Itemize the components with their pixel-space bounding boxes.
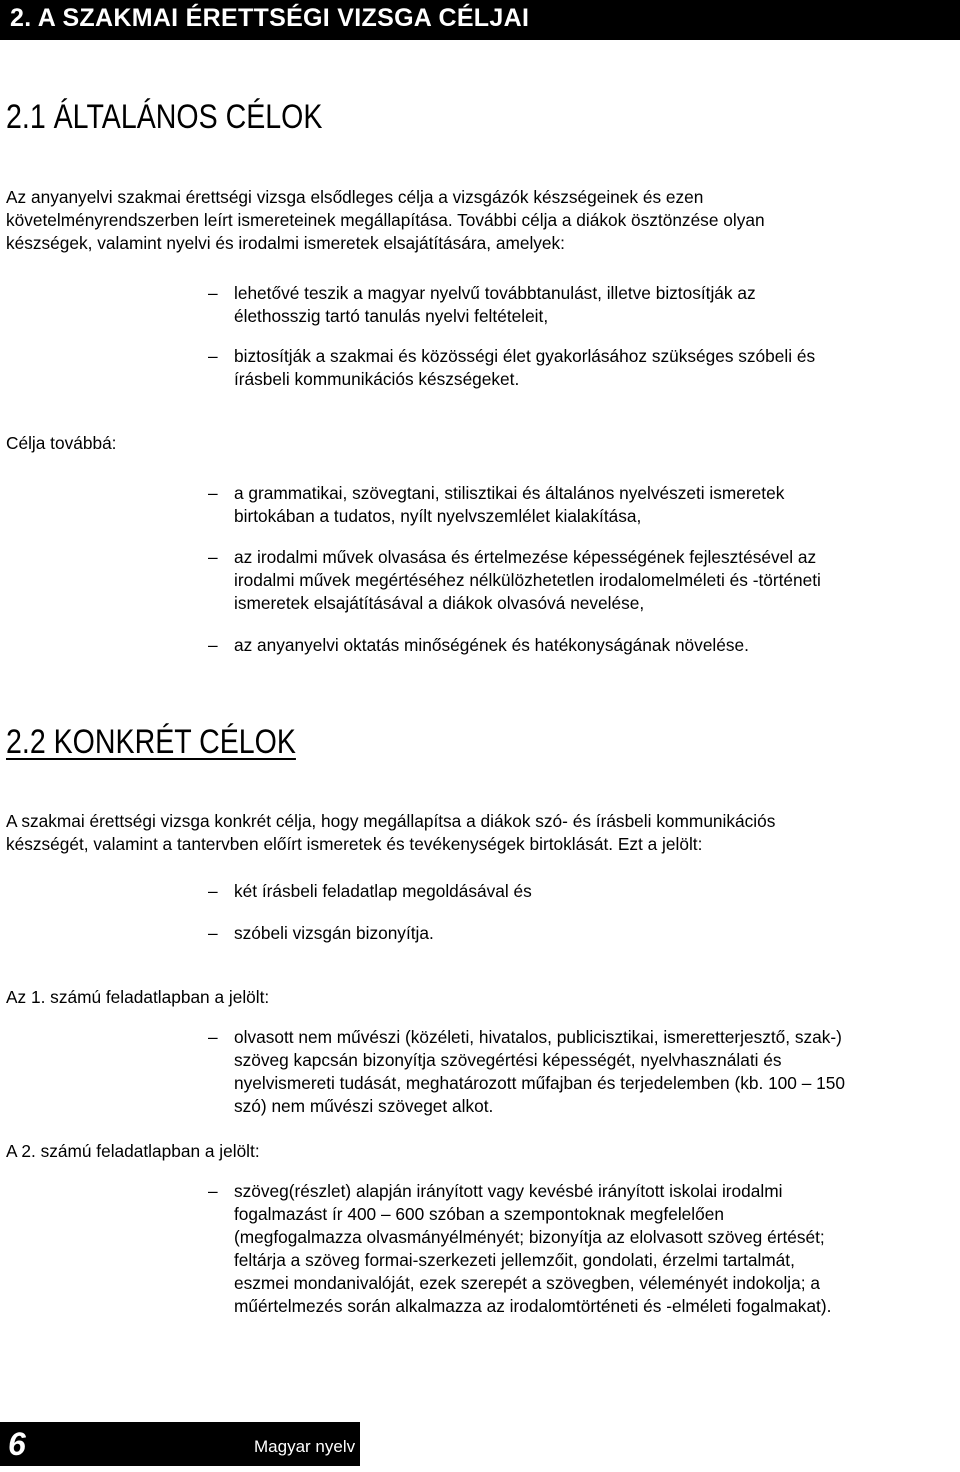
list-item-line: irodalmi művek megértéséhez nélkülözhetetlen irodalomelméleti és -történeti <box>234 570 821 590</box>
intro-line: készségét, valamint a tantervben előírt ismeretek és tevékenységek birtoklását. Ezt a jelölt: <box>6 834 703 854</box>
intro-line: készségek, valamint nyelvi és irodalmi ismeretek elsajátítására, amelyek: <box>6 233 565 253</box>
section-heading-text: 2.2 KONKRÉT CÉLOK <box>6 723 296 761</box>
list-item-line: írásbeli kommunikációs készségeket. <box>234 369 520 389</box>
list-item-line: szóbeli vizsgán bizonyítja. <box>234 923 434 943</box>
dash-bullet: – <box>208 1027 218 1047</box>
list-item-line: birtokában a tudatos, nyílt nyelvszemlélet kialakítása, <box>234 506 642 526</box>
sheet2-label: A 2. számú feladatlapban a jelölt: <box>6 1141 260 1161</box>
list-item-line: az irodalmi művek olvasása és értelmezése képességének fejlesztésével az <box>234 547 817 567</box>
sheet1-label: Az 1. számú feladatlapban a jelölt: <box>6 987 270 1007</box>
list-item-line: az anyanyelvi oktatás minőségének és hatékonyságának növelése. <box>234 635 749 655</box>
list-item-line: feltárja a szöveg formai-szerkezeti jellemzőit, gondolati, érzelmi tartalmát, <box>234 1250 795 1270</box>
list-item-line: biztosítják a szakmai és közösségi élet gyakorlásához szükséges szóbeli és <box>234 346 816 366</box>
list-item-line: lehetővé teszik a magyar nyelvű továbbtanulást, illetve biztosítják az <box>234 283 756 303</box>
dash-bullet: – <box>208 881 218 901</box>
section-heading-concrete-goals <box>6 722 296 762</box>
dash-bullet: – <box>208 346 218 366</box>
page-footer <box>0 1422 360 1466</box>
list-item-line: szöveg(részlet) alapján irányított vagy kevésbé irányított iskolai irodalmi <box>234 1181 783 1201</box>
dash-bullet: – <box>208 547 218 567</box>
list-item-line: két írásbeli feladatlap megoldásával és <box>234 881 532 901</box>
intro-line: A szakmai érettségi vizsga konkrét célja, hogy megállapítsa a diákok szó- és írásbeli kommunikációs <box>6 811 776 831</box>
concrete-goals-intro <box>6 810 954 856</box>
dash-bullet: – <box>208 283 218 303</box>
section-heading-general-goals: 2.1 ÁLTALÁNOS CÉLOK <box>6 98 323 136</box>
dash-bullet: – <box>208 923 218 943</box>
dash-bullet: – <box>208 635 218 655</box>
list-item-line: fogalmazást ír 400 – 600 szóban a szempontoknak megfelelően <box>234 1204 724 1224</box>
general-goals-intro <box>6 186 954 255</box>
list-item-line: (megfogalmazza olvasmányélményét; bizonyítja az elolvasott szöveg értését; <box>234 1227 825 1247</box>
list-item-line: a grammatikai, szövegtani, stilisztikai és általános nyelvészeti ismeretek <box>234 483 785 503</box>
intro-line: követelményrendszerben leírt ismereteinek megállapítása. További célja a diákok ösztönzése olyan <box>6 210 765 230</box>
further-goals-label: Célja továbbá: <box>6 433 117 453</box>
list-item-line: szó) nem művészi szöveget alkot. <box>234 1096 494 1116</box>
page-number: 6 <box>8 1426 26 1462</box>
list-item-line: eszmei mondanivalóját, ezek szerepét a szövegben, véleményét indokolja; a <box>234 1273 820 1293</box>
list-item-line: élethosszig tartó tanulás nyelvi feltételeit, <box>234 306 549 326</box>
list-item-line: olvasott nem művészi (közéleti, hivatalos, publicisztikai, ismeretterjesztő, szak-) <box>234 1027 842 1047</box>
list-item-line: szöveg kapcsán bizonyítja szövegértési képességét, nyelvhasználati és <box>234 1050 782 1070</box>
footer-subject: Magyar nyelv <box>254 1437 356 1456</box>
list-item-line: nyelvismereti tudását, meghatározott műfajban és terjedelemben (kb. 100 – 150 <box>234 1073 845 1093</box>
intro-line: Az anyanyelvi szakmai érettségi vizsga elsődleges célja a vizsgázók készségeinek és ezen <box>6 187 704 207</box>
chapter-title: 2. A SZAKMAI ÉRETTSÉGI VIZSGA CÉLJAI <box>10 4 530 32</box>
chapter-header-bar <box>0 0 960 40</box>
dash-bullet: – <box>208 1181 218 1201</box>
dash-bullet: – <box>208 483 218 503</box>
list-item-line: műértelmezés során alkalmazza az irodalomtörténeti és -elméleti fogalmakat). <box>234 1296 832 1316</box>
list-item-line: ismeretek elsajátításával a diákok olvasóvá nevelése, <box>234 593 645 613</box>
